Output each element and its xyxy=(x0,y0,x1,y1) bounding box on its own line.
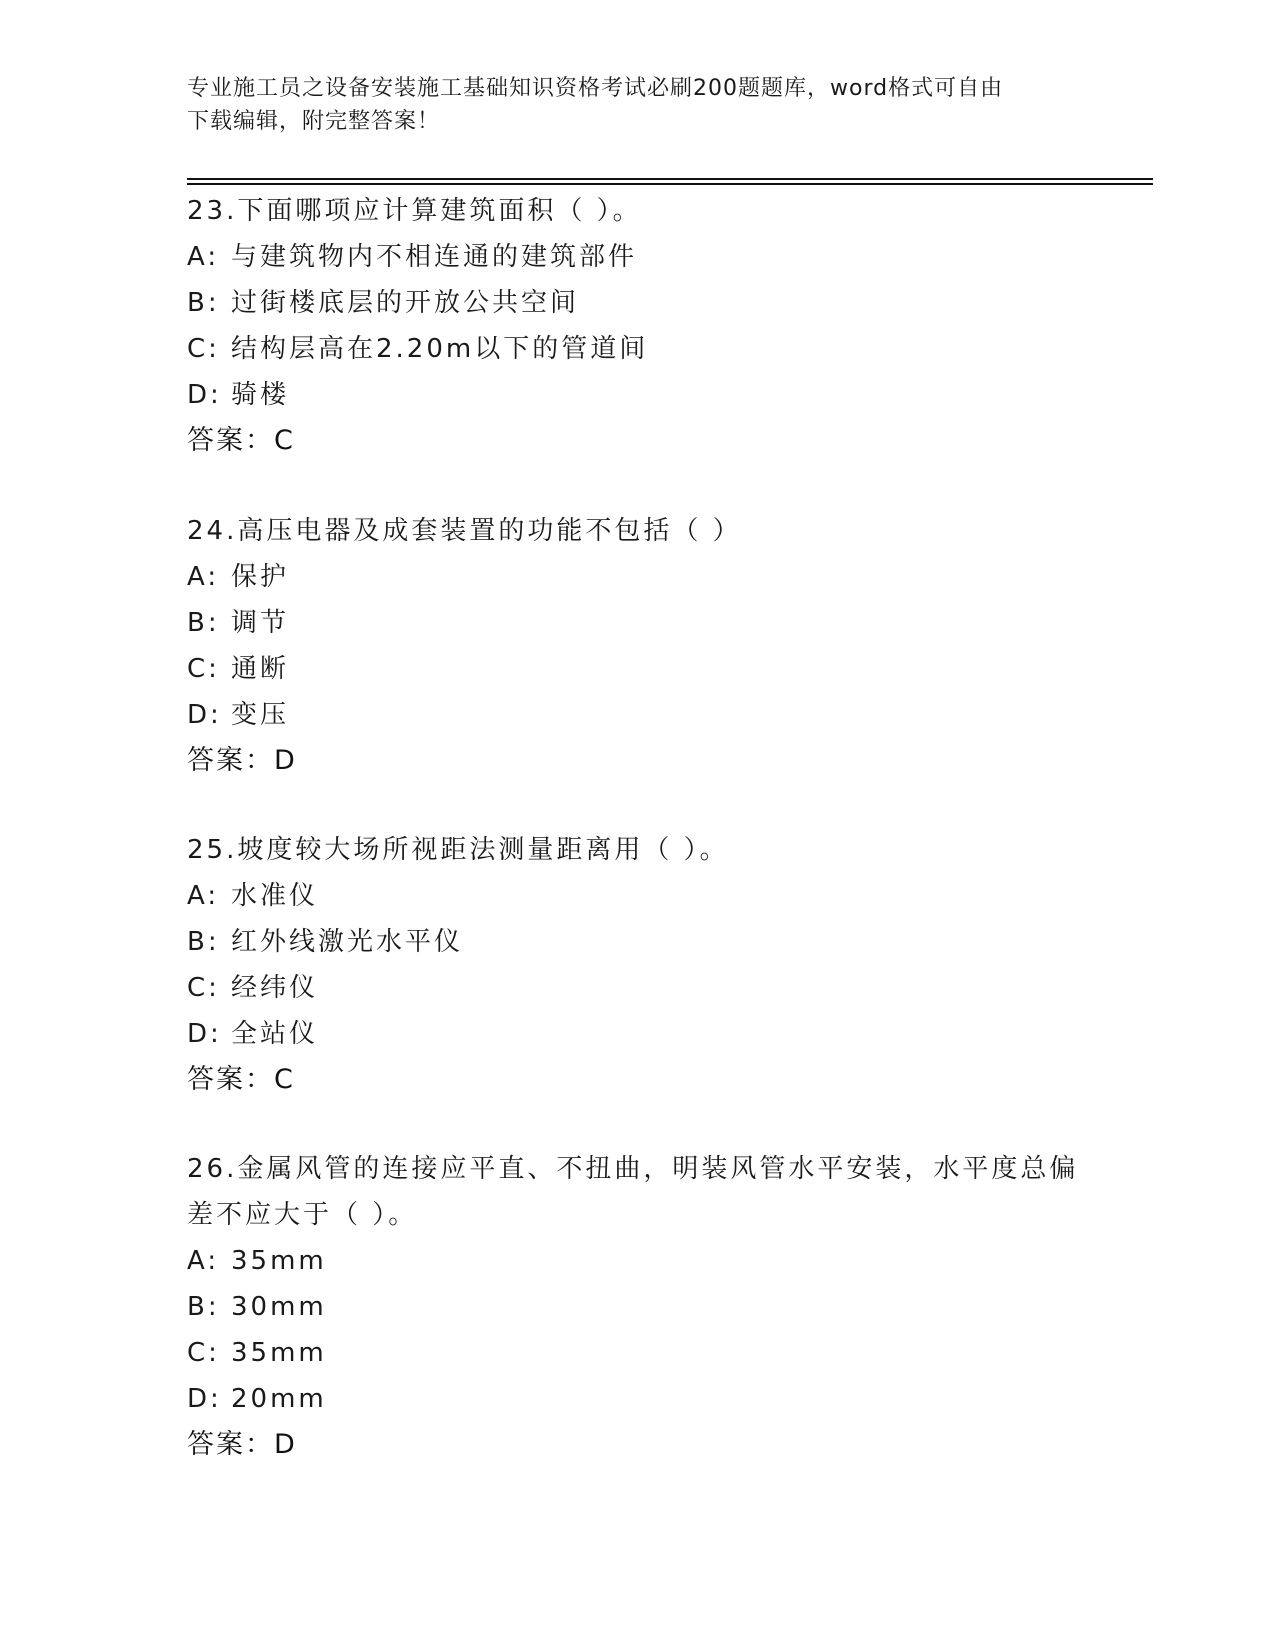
question-text: 26.金属风管的连接应平直、不扭曲，明装风管水平安装，水平度总偏差不应大于（ ）。 xyxy=(187,1154,1079,1230)
option-b xyxy=(187,600,1087,646)
option-label: A: xyxy=(187,242,220,272)
option-label: A: xyxy=(187,881,220,911)
question-text: 23.下面哪项应计算建筑面积（ ）。 xyxy=(187,196,642,226)
option-d xyxy=(187,1376,1087,1422)
option-text: 过街楼底层的开放公共空间 xyxy=(231,288,580,318)
option-text: 结构层高在2.20m以下的管道间 xyxy=(231,334,649,364)
option-text: 35mm xyxy=(231,1338,327,1368)
answer: 答案：D xyxy=(187,745,297,776)
option-label: A: xyxy=(187,1246,220,1276)
option-b xyxy=(187,280,1087,326)
question-26 xyxy=(187,1146,1087,1468)
option-label: D: xyxy=(187,380,222,410)
option-label: B: xyxy=(187,608,220,638)
answer: 答案：C xyxy=(187,425,295,456)
header-line-2: 下载编辑，附完整答案！ xyxy=(187,109,441,134)
option-d xyxy=(187,692,1087,738)
option-label: C: xyxy=(187,1338,220,1368)
option-text: 30mm xyxy=(231,1292,327,1322)
question-24 xyxy=(187,508,1087,784)
answer: 答案：D xyxy=(187,1429,297,1460)
option-c xyxy=(187,965,1087,1011)
option-label: C: xyxy=(187,973,220,1003)
option-label: A: xyxy=(187,562,220,592)
option-label: C: xyxy=(187,654,220,684)
option-a xyxy=(187,1238,1087,1284)
question-23 xyxy=(187,188,1087,464)
question-25 xyxy=(187,827,1087,1103)
option-label: B: xyxy=(187,1292,220,1322)
option-a xyxy=(187,234,1087,280)
option-text: 经纬仪 xyxy=(231,973,319,1003)
option-a xyxy=(187,554,1087,600)
option-text: 调节 xyxy=(231,608,290,638)
option-text: 红外线激光水平仪 xyxy=(231,927,464,957)
option-label: D: xyxy=(187,700,222,730)
option-text: 20mm xyxy=(231,1384,327,1414)
option-c xyxy=(187,646,1087,692)
option-b xyxy=(187,919,1087,965)
header-divider-top xyxy=(187,178,1153,180)
option-text: 35mm xyxy=(231,1246,327,1276)
option-text: 水准仪 xyxy=(231,881,319,911)
question-text: 25.坡度较大场所视距法测量距离用（ ）。 xyxy=(187,835,729,865)
answer: 答案：C xyxy=(187,1064,295,1095)
option-text: 骑楼 xyxy=(231,380,290,410)
option-label: B: xyxy=(187,288,220,318)
header-line-1: 专业施工员之设备安装施工基础知识资格考试必刷200题题库，word格式可自由 xyxy=(187,76,1004,101)
option-c xyxy=(187,326,1087,372)
option-text: 变压 xyxy=(231,700,290,730)
document-header xyxy=(187,72,1087,138)
option-label: D: xyxy=(187,1384,222,1414)
header-divider-bottom xyxy=(187,183,1153,185)
option-text: 保护 xyxy=(231,562,290,592)
option-label: C: xyxy=(187,334,220,364)
option-text: 通断 xyxy=(231,654,290,684)
option-text: 与建筑物内不相连通的建筑部件 xyxy=(231,242,638,272)
option-label: B: xyxy=(187,927,220,957)
option-d xyxy=(187,1011,1087,1057)
option-text: 全站仪 xyxy=(231,1019,319,1049)
option-d xyxy=(187,372,1087,418)
option-b xyxy=(187,1284,1087,1330)
option-c xyxy=(187,1330,1087,1376)
question-text: 24.高压电器及成套装置的功能不包括（ ） xyxy=(187,516,742,546)
option-a xyxy=(187,873,1087,919)
option-label: D: xyxy=(187,1019,222,1049)
